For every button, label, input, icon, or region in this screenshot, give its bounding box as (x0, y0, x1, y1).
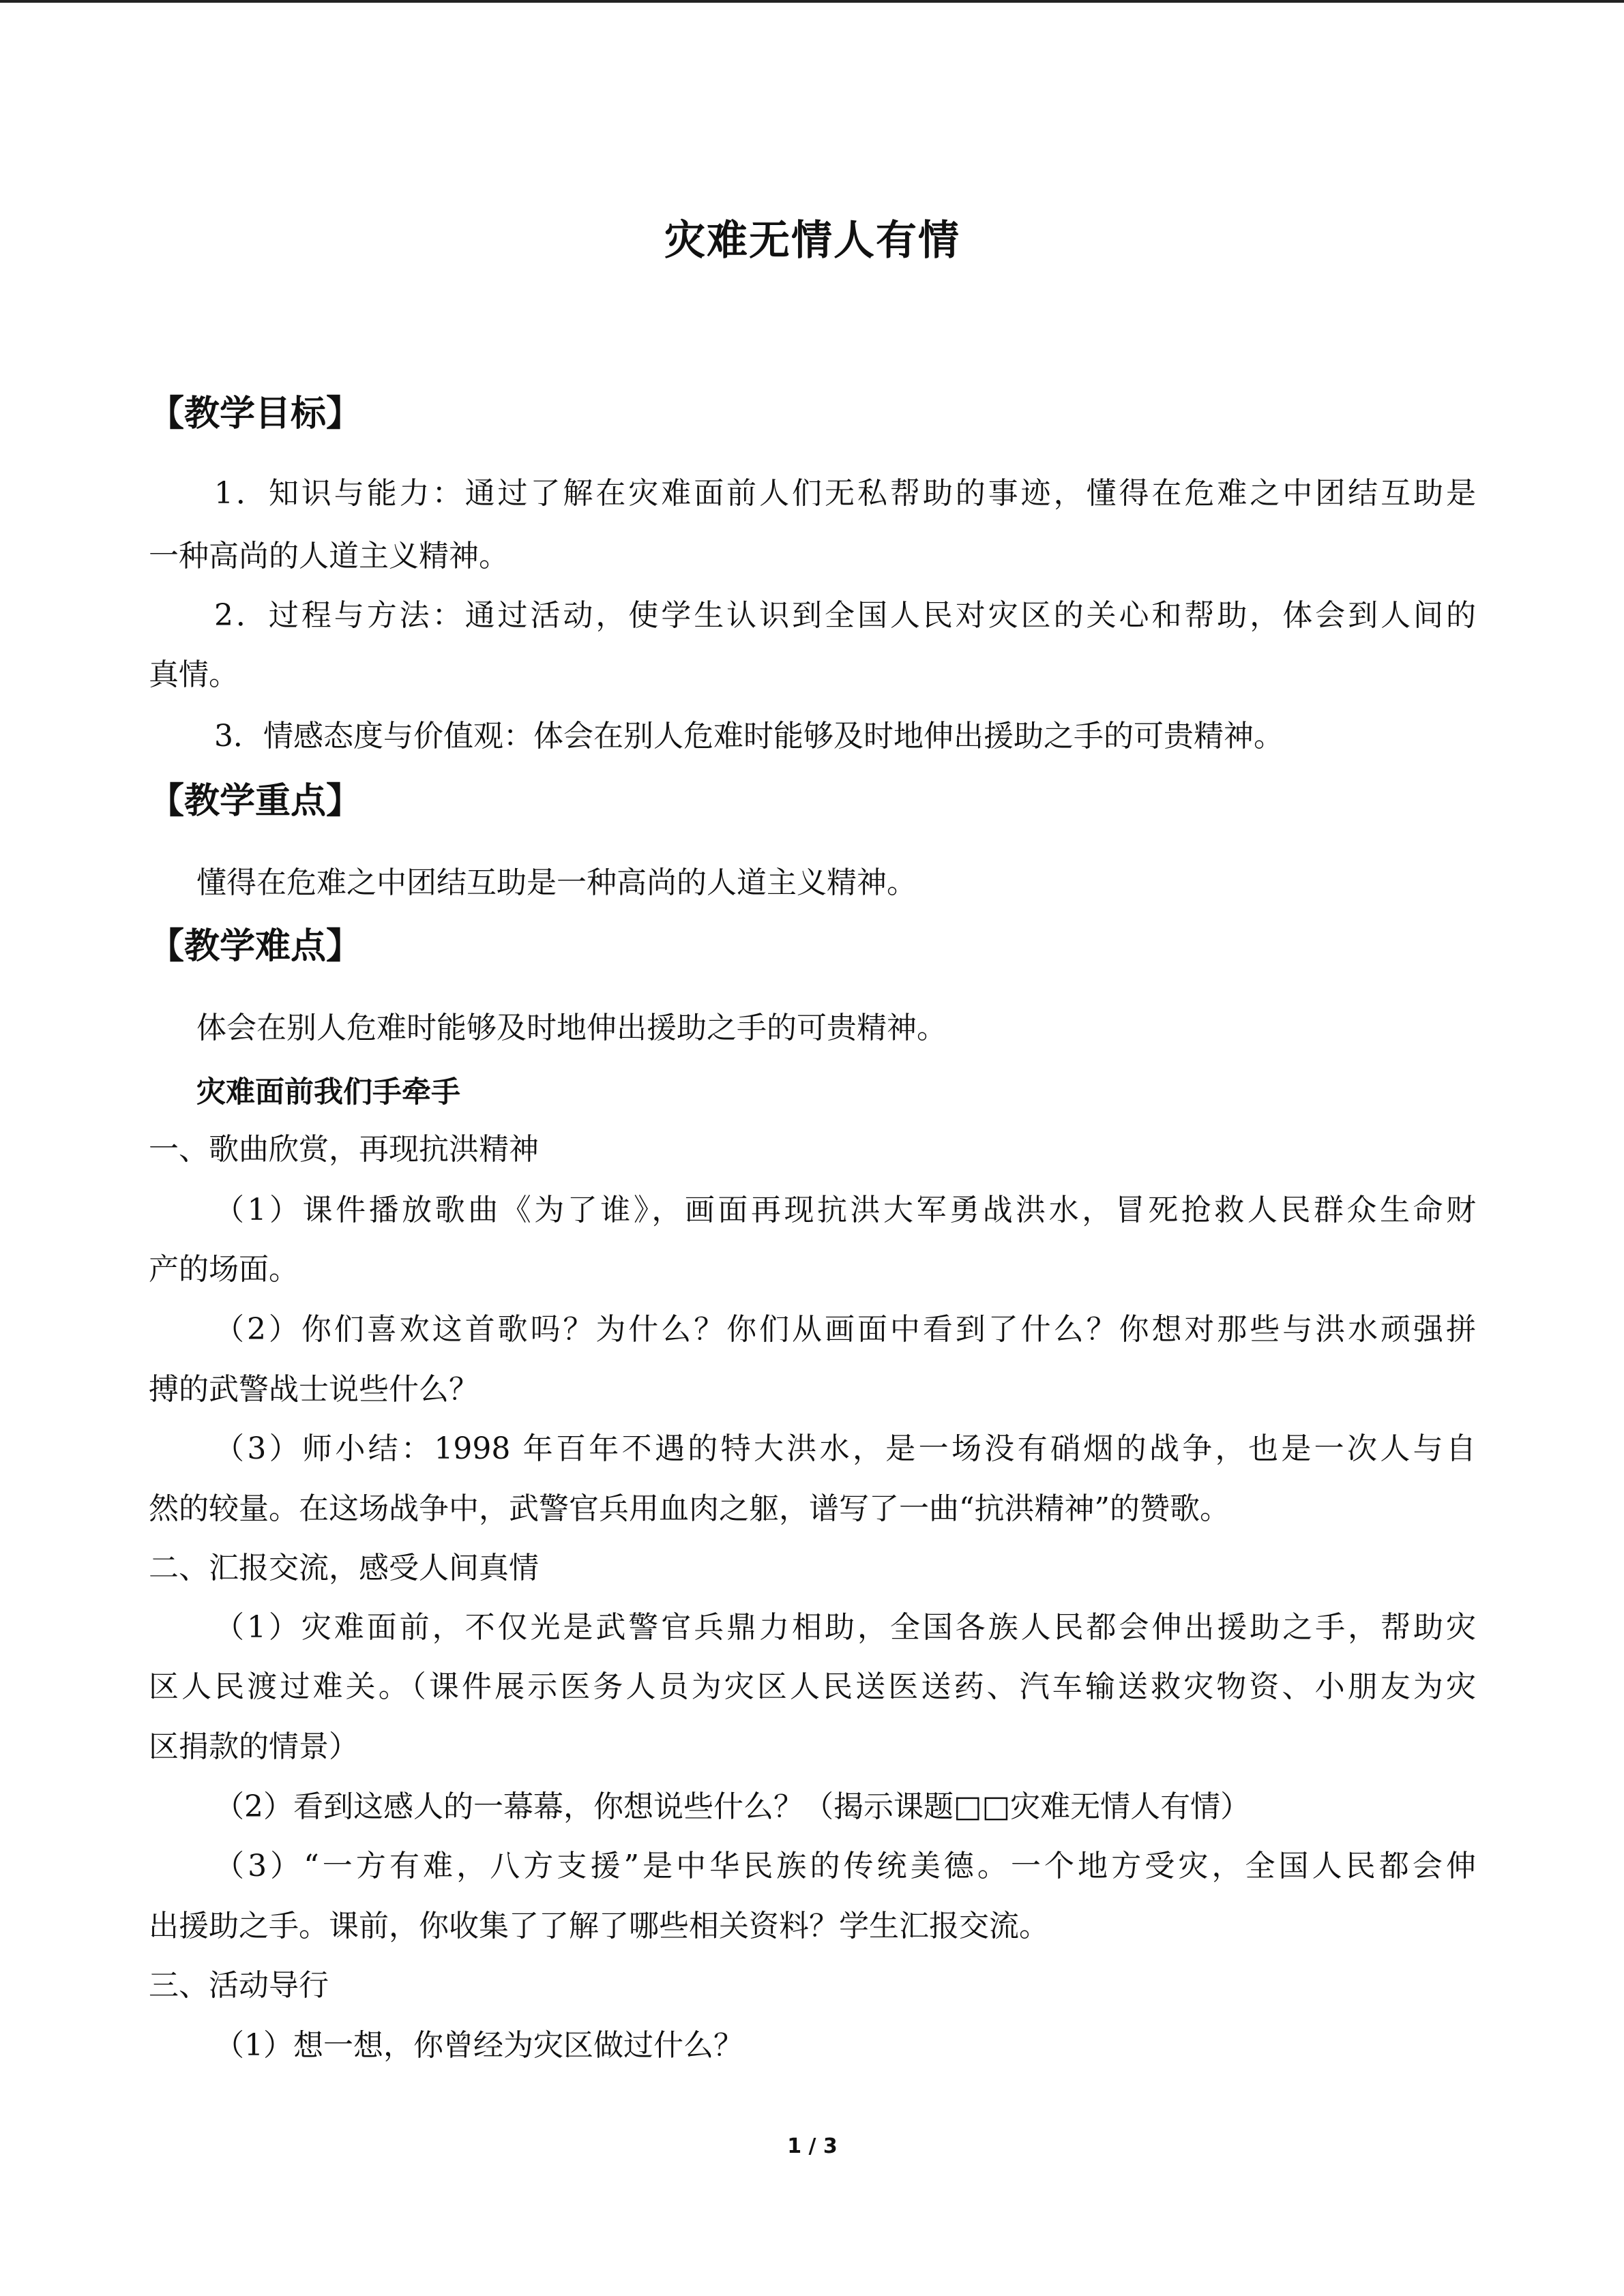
part2-p3-line-1: （3）“一方有难，八方支援”是中华民族的传统美德。一个地方受灾，全国人民都会伸 (214, 1849, 1476, 1883)
document-page (149, 0, 1476, 2296)
part2-p1-line-2: 区人民渡过难关。（课件展示医务人员为灾区人民送医送药、汽车输送救灾物资、小朋友为灾 (149, 1669, 1476, 1704)
difficulties-text: 体会在别人危难时能够及时地伸出援助之手的可贵精神。 (196, 1011, 947, 1045)
part1-p2-line-2: 搏的武警战士说些什么？ (149, 1372, 479, 1407)
part1-p3-line-2: 然的较量。在这场战争中，武警官兵用血肉之躯，谱写了一曲“抗洪精神”的赞歌。 (149, 1491, 1230, 1526)
part3-p1-line-1: （1）想一想，你曾经为灾区做过什么？ (214, 2028, 743, 2063)
part2-p2-line-1: （2）看到这感人的一幕幕，你想说些什么？（揭示课题□□灾难无情人有情） (214, 1789, 1251, 1824)
goal-item-1-line-1: 1．知识与能力：通过了解在灾难面前人们无私帮助的事迹，懂得在危难之中团结互助是 (214, 476, 1476, 511)
goal-item-3-line-1: 3．情感态度与价值观：体会在别人危难时能够及时地伸出援助之手的可贵精神。 (214, 719, 1284, 754)
goal-item-2-line-2: 真情。 (149, 657, 239, 692)
part3-title: 三、活动导行 (149, 1968, 329, 2003)
part1-p2-line-1: （2）你们喜欢这首歌吗？为什么？你们从画面中看到了什么？你想对那些与洪水顽强拼 (214, 1312, 1476, 1347)
part1-p1-line-1: （1）课件播放歌曲《为了谁》，画面再现抗洪大军勇战洪水，冒死抢救人民群众生命财 (214, 1193, 1476, 1227)
part1-p3-line-1: （3）师小结：1998 年百年不遇的特大洪水，是一场没有硝烟的战争，也是一次人与自 (214, 1431, 1476, 1466)
page-number: 1 / 3 (787, 2134, 838, 2158)
section-heading-difficulties: 【教学难点】 (149, 926, 362, 967)
part2-p3-line-2: 出援助之手。课前，你收集了了解了哪些相关资料？学生汇报交流。 (149, 1909, 1049, 1943)
part2-p1-line-3: 区捐款的情景） (149, 1729, 359, 1764)
part2-p1-line-1: （1）灾难面前，不仅光是武警官兵鼎力相助，全国各族人民都会伸出援助之手，帮助灾 (214, 1610, 1476, 1645)
goal-item-2-line-1: 2．过程与方法：通过活动，使学生认识到全国人民对灾区的关心和帮助，体会到人间的 (214, 598, 1476, 633)
part1-title: 一、歌曲欣赏，再现抗洪精神 (149, 1132, 539, 1167)
lesson-subheading: 灾难面前我们手牵手 (196, 1075, 460, 1109)
part1-p1-line-2: 产的场面。 (149, 1252, 299, 1287)
part2-title: 二、汇报交流，感受人间真情 (149, 1551, 539, 1585)
key-points-text: 懂得在危难之中团结互助是一种高尚的人道主义精神。 (196, 865, 917, 900)
document-title: 灾难无情人有情 (664, 217, 960, 265)
section-heading-goals: 【教学目标】 (149, 393, 362, 434)
section-heading-key-points: 【教学重点】 (149, 781, 362, 822)
goal-item-1-line-2: 一种高尚的人道主义精神。 (149, 539, 509, 573)
